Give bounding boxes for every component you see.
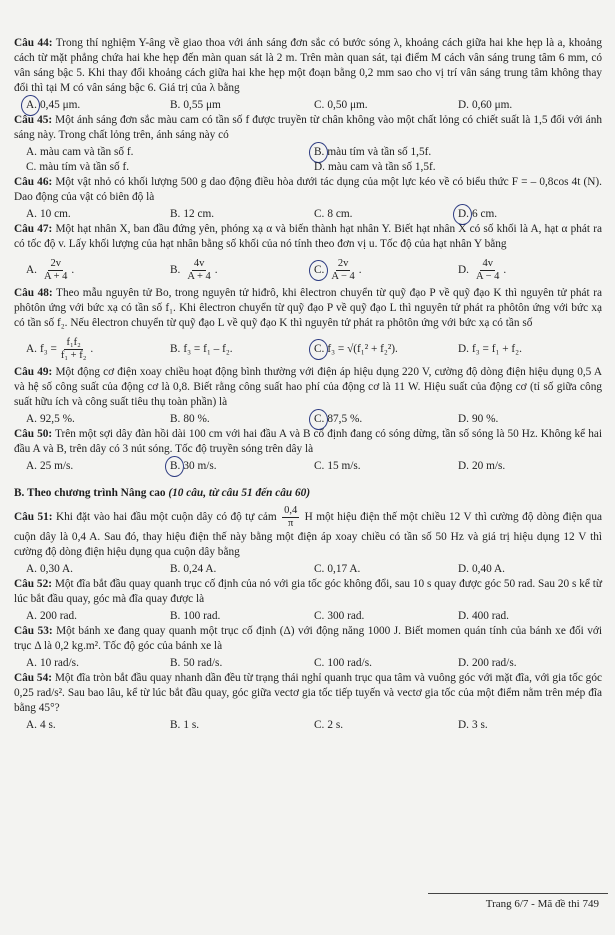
- question-number: Câu 50:: [14, 428, 53, 440]
- option-a[interactable]: A. 10 rad/s.: [26, 657, 79, 669]
- option-d[interactable]: D. 400 rad.: [458, 610, 510, 622]
- option-d[interactable]: D. 200 rad/s.: [458, 657, 517, 669]
- fraction: $\frac{2v}{A + 4}$: [43, 257, 68, 282]
- answer-mark: C.: [314, 263, 325, 276]
- question-text: Một ánh sáng đơn sắc màu cam có tần số f được truyền từ chân không vào một chất lỏng có chiết suất là 1,5 đối với ánh sáng này. Trong chất lỏng trên, ánh sáng này có: [14, 114, 602, 141]
- question-44: [14, 36, 602, 96]
- options-46: [14, 207, 602, 222]
- exam-page: [14, 36, 602, 733]
- question-52: [14, 577, 602, 607]
- section-heading: B. Theo chương trình Nâng cao (10 câu, từ câu 51 đến câu 60): [14, 487, 311, 499]
- answer-mark: B.: [314, 146, 325, 158]
- question-text: Trên một sợi dây đàn hồi dài 100 cm với hai đầu A và B cố định đang có sóng dừng, tần số sóng là 50 Hz. Không kể hai đầu A và B, trên dây có 3 nút sóng. Tốc độ truyền sóng trên dây là: [14, 428, 602, 455]
- answer-mark: B.: [170, 460, 181, 472]
- options-54: [14, 718, 602, 733]
- question-number: Câu 52:: [14, 578, 52, 590]
- option-b[interactable]: B. 12 cm.: [170, 208, 215, 220]
- option-a[interactable]: A. 0,30 A.: [26, 563, 73, 575]
- answer-mark: C.: [314, 413, 325, 425]
- option-a[interactable]: A. màu cam và tần số f.: [26, 146, 134, 158]
- option-c[interactable]: C. 2 s.: [314, 719, 344, 731]
- option-b[interactable]: B. 0,24 A.: [170, 563, 217, 575]
- option-d[interactable]: D. màu cam và tần số 1,5f.: [314, 161, 436, 173]
- option-c[interactable]: C. 300 rad.: [314, 610, 365, 622]
- question-number: Câu 54:: [14, 672, 52, 684]
- fraction: $\frac{2v}{A - 4}$: [331, 257, 355, 282]
- question-48: [14, 286, 602, 331]
- option-b[interactable]: B. 1 s.: [170, 719, 200, 731]
- option-c[interactable]: C. 100 rad/s.: [314, 657, 372, 669]
- options-45: [14, 145, 602, 175]
- question-number: Câu 49:: [14, 366, 53, 378]
- option-a[interactable]: A. 10 cm.: [26, 208, 71, 220]
- options-47: [14, 254, 602, 286]
- question-number: Câu 47:: [14, 223, 53, 235]
- option-c[interactable]: C. 0,50 μm.: [314, 99, 368, 111]
- question-number: Câu 48:: [14, 287, 53, 299]
- fraction: $\frac{\text{f₁f₂}}{\text{f₁ + f₂}}$: [60, 336, 87, 361]
- option-d[interactable]: D. 90 %.: [458, 413, 499, 425]
- fraction: $\frac{4v}{A - 4}$: [475, 257, 500, 282]
- question-text: Theo mẫu nguyên tử Bo, trong nguyên tử hiđrô, khi êlectron chuyển từ quỹ đạo P về quỹ đạo K thì nguyên tử phát ra phôtôn ứng với bức xạ có tần số f₁. Khi êlectron chuyển từ quỹ đạo P về quỹ đạo L thì nguyên tử phát ra phôtôn ứng với bức xạ có tần số f₂. Nếu êlectron chuyển từ quỹ đạo L về quỹ đạo K thì nguyên tử phát ra phôtôn ứng với bức xạ có tần số: [14, 287, 602, 329]
- page-footer: Trang 6/7 - Mã đề thi 749: [485, 898, 599, 910]
- inductance-fraction: $\frac{0,4}{\pi}$: [284, 505, 298, 529]
- question-text: Một đĩa bắt đầu quay quanh trục cố định của nó với gia tốc góc không đổi, sau 10 s quay được góc 50 rad. Sau 20 s kể từ lúc bắt đầu quay, góc mà đĩa quay được là: [14, 578, 602, 605]
- question-text: Một đĩa tròn bắt đầu quay nhanh dần đều từ trạng thái nghỉ quanh trục qua tâm và vuông góc với mặt đĩa, với gia tốc góc 0,25 rad/s². Sau bao lâu, kể từ lúc bắt đầu quay, góc giữa vectơ gia tốc tiếp tuyến và vectơ gia tốc của một điểm nằm trên mép đĩa bằng 45°?: [14, 672, 602, 714]
- option-d[interactable]: D. 3 s.: [458, 719, 488, 731]
- option-c[interactable]: C. 0,17 A.: [314, 563, 361, 575]
- option-c[interactable]: C. màu tím và tần số f.: [26, 161, 130, 173]
- question-51: Câu 51: Khi đặt vào hai đầu một cuộn dây có độ tự cảm $\frac{0,4}{\pi}$ H một hiệu điện thế một chiều 12 V thì cường độ dòng điện qua cuộn dây là 0,4 A. Sau đó, thay hiệu điện thế này bằng một điện áp xoay chiều có tần số 50 Hz và giá trị hiệu dụng 12 V thì cường độ dòng điện hiệu dụng qua cuộn dây bằng: [14, 505, 602, 558]
- question-number: Câu 44:: [14, 37, 53, 49]
- question-45: [14, 113, 602, 143]
- option-b[interactable]: B. 80 %.: [170, 413, 210, 425]
- question-49: [14, 365, 602, 410]
- option-d[interactable]: D. 0,60 μm.: [458, 99, 513, 111]
- question-text: Một hạt nhân X, ban đầu đứng yên, phóng xạ α và biến thành hạt nhân Y. Biết hạt nhân X có số khối là A, hạt α phát ra có tốc độ v. Lấy khối lượng của hạt nhân bằng số khối của nó tính theo đơn vị u. Tốc độ của hạt nhân Y bằng: [14, 223, 602, 250]
- options-52: [14, 609, 602, 624]
- option-c[interactable]: C. 8 cm.: [314, 208, 353, 220]
- option-b[interactable]: B. f₃ = f₁ – f₂.: [170, 342, 233, 355]
- option-a[interactable]: A. 4 s.: [26, 719, 56, 731]
- question-number: Câu 45:: [14, 114, 53, 126]
- option-b[interactable]: B. $\frac{4v}{A + 4}$ .: [170, 257, 218, 282]
- option-b[interactable]: B. màu tím và tần số 1,5f.: [314, 146, 432, 158]
- question-number: Câu 53:: [14, 625, 53, 637]
- question-number: Câu 51:: [14, 511, 53, 524]
- options-50: [14, 459, 602, 474]
- option-d[interactable]: D. 6 cm.: [458, 208, 498, 220]
- question-text: Một động cơ điện xoay chiều hoạt động bình thường với điện áp hiệu dụng 220 V, cường độ dòng điện hiệu dụng 0,5 A và hệ số công suất của động cơ là 0,8. Biết rằng công suất hao phí của động cơ là 11 W. Hiệu suất của động cơ (tỉ số giữa công suất hữu ích và công suất tiêu thụ toàn phần) là: [14, 366, 602, 408]
- option-c[interactable]: C. $\frac{2v}{A - 4}$ .: [314, 257, 362, 282]
- question-number: Câu 46:: [14, 176, 53, 188]
- options-53: [14, 656, 602, 671]
- question-text: Một vật nhỏ có khối lượng 500 g dao động điều hòa dưới tác dụng của một lực kéo về có biểu thức F = – 0,8cos 4t (N). Dao động của vật có biên độ là: [14, 176, 602, 203]
- option-d[interactable]: D. $\frac{4v}{A - 4}$ .: [458, 257, 507, 282]
- option-b[interactable]: B. 0,55 μm: [170, 99, 221, 111]
- fraction: $\frac{4v}{A + 4}$: [187, 257, 211, 282]
- option-b[interactable]: B. 30 m/s.: [170, 460, 217, 472]
- option-d[interactable]: D. f₃ = f₁ + f₂.: [458, 342, 522, 355]
- question-53: [14, 624, 602, 654]
- option-d[interactable]: D. 0,40 A.: [458, 563, 505, 575]
- option-a[interactable]: A. 92,5 %.: [26, 413, 75, 425]
- option-a[interactable]: A. 25 m/s.: [26, 460, 74, 472]
- question-50: [14, 427, 602, 457]
- option-a[interactable]: A. 200 rad.: [26, 610, 78, 622]
- option-c[interactable]: C. 87,5 %.: [314, 413, 363, 425]
- answer-mark: C.: [314, 342, 325, 355]
- question-46: [14, 175, 602, 205]
- answer-mark: D.: [458, 208, 469, 220]
- option-b[interactable]: B. 100 rad.: [170, 610, 221, 622]
- options-49: [14, 412, 602, 427]
- question-text: Một bánh xe đang quay quanh một trục cố định (Δ) với động năng 1000 J. Biết momen quán tính của bánh xe đối với trục Δ là 0,2 kg.m². Tốc độ góc của bánh xe là: [14, 625, 602, 652]
- options-48: [14, 333, 602, 365]
- question-text: Trong thí nghiệm Y-âng về giao thoa với ánh sáng đơn sắc có bước sóng λ, khoảng cách giữa hai khe hẹp là a, khoảng cách từ mặt phẳng chứa hai khe hẹp đến màn quan sát là 2 m. Trên màn quan sát, tại điểm M cách vân sáng trung tâm 6 mm, có vân sáng bậc 5. Khi thay đổi khoảng cách giữa hai khe hẹp một đoạn bằng 0,2 mm sao cho vị trí vân sáng trung tâm không thay đổi thì tại M có vân sáng bậc 6. Giá trị của λ bằng: [14, 37, 602, 94]
- option-c[interactable]: C. 15 m/s.: [314, 460, 361, 472]
- question-54: [14, 671, 602, 716]
- question-47: [14, 222, 602, 252]
- answer-mark: A.: [26, 99, 37, 111]
- option-a[interactable]: A. 0,45 μm.: [26, 99, 81, 111]
- option-c[interactable]: C. f₃ = √(f₁² + f₂²).: [314, 342, 398, 355]
- option-a[interactable]: A. f₃ = $\frac{\text{f₁f₂}}{\text{f₁ + f₂}}$ .: [26, 336, 94, 361]
- option-d[interactable]: D. 20 m/s.: [458, 460, 506, 472]
- option-a[interactable]: A. $\frac{2v}{A + 4}$ .: [26, 257, 75, 282]
- options-51: [14, 562, 602, 577]
- option-b[interactable]: B. 50 rad/s.: [170, 657, 223, 669]
- footer-divider: [428, 893, 608, 894]
- options-44: [14, 98, 602, 113]
